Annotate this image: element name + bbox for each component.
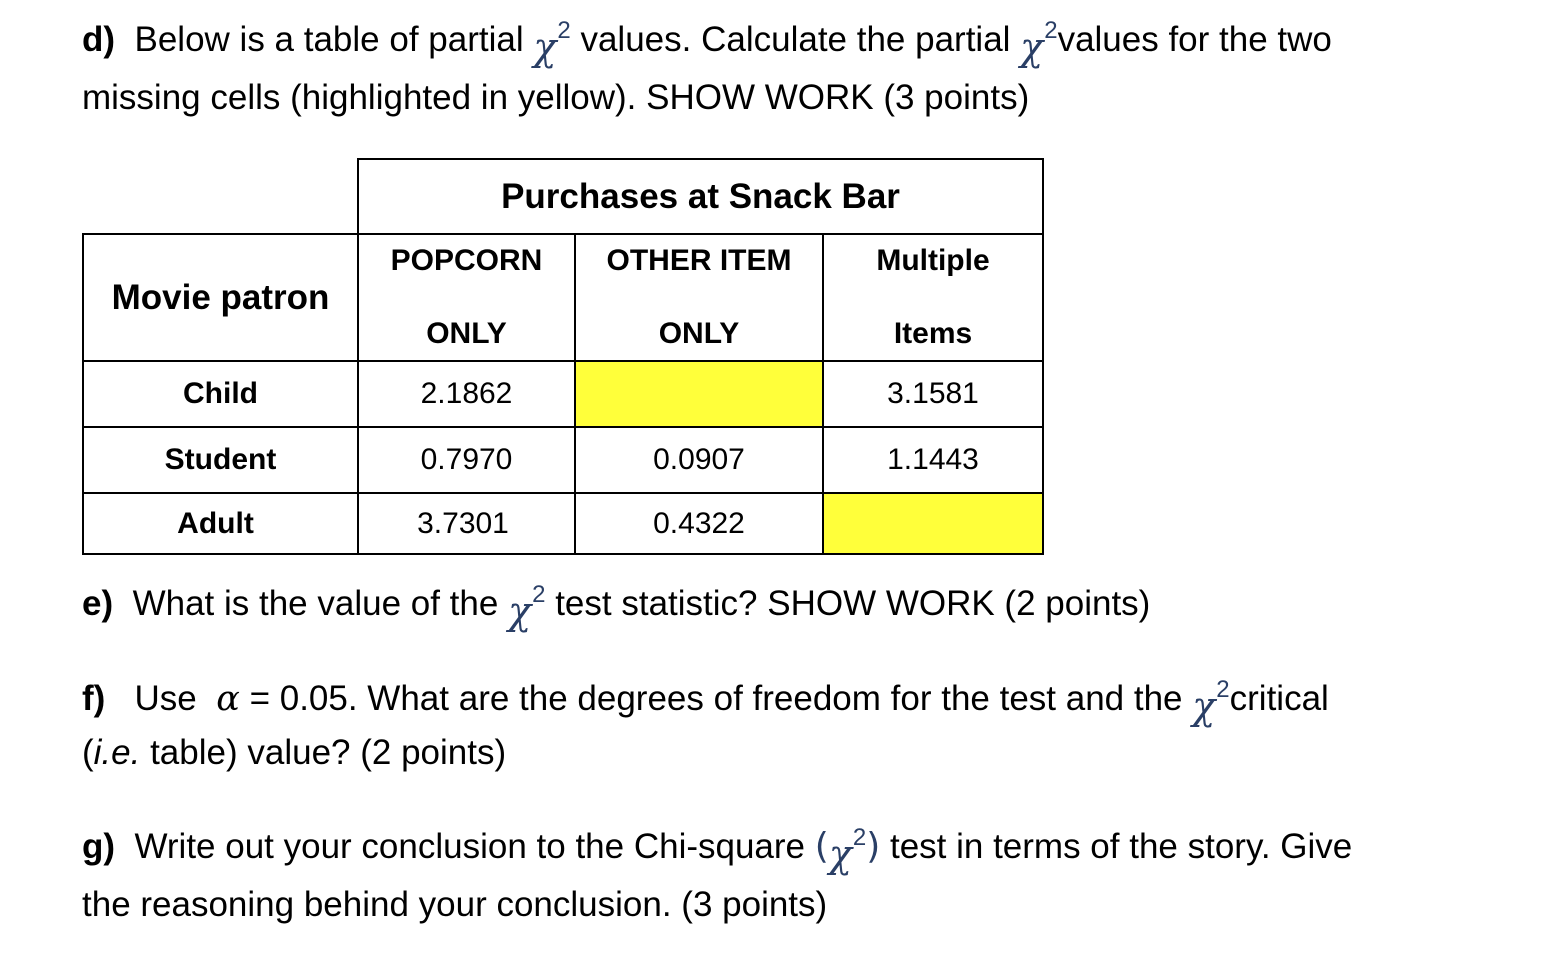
table-cell: 0.4322	[653, 507, 745, 540]
question-g-line-1	[82, 824, 1353, 876]
question-g-text-2: test in terms of the story. Give	[889, 827, 1353, 866]
table-cell: 0.7970	[420, 443, 513, 476]
table-border	[82, 233, 84, 555]
table-border	[574, 233, 576, 555]
table-border	[82, 360, 1044, 362]
alpha-symbol: α	[216, 679, 240, 719]
table-cell: 0.0907	[653, 443, 745, 476]
table-title: Purchases at Snack Bar	[501, 176, 900, 216]
ie-abbrev: i.e.	[93, 733, 141, 772]
question-d-text-1: Below is a table of partial	[134, 20, 524, 59]
paren-close: )	[866, 826, 881, 867]
table-border	[82, 492, 1044, 494]
missing-cell-highlight	[575, 361, 823, 427]
table-cell: 3.1581	[887, 377, 979, 410]
question-f-text-1: = 0.05. What are the degrees of freedom for the test and the	[249, 679, 1183, 718]
question-f-line-2: (i.e. table) value? (2 points)	[82, 733, 507, 772]
row-label-child: Child	[183, 377, 258, 410]
table-border	[357, 158, 1044, 160]
question-d-line-1	[82, 17, 1332, 69]
question-e-line	[82, 581, 1151, 633]
question-e-text-2: test statistic? SHOW WORK (2 points)	[555, 584, 1151, 623]
question-f-use: Use	[134, 679, 197, 718]
question-f-text-2: critical	[1229, 679, 1329, 718]
table-border	[822, 233, 824, 555]
table-cell: 1.1443	[887, 443, 979, 476]
table-border	[82, 426, 1044, 428]
question-f-label: f)	[82, 679, 106, 718]
question-d-text-2: values. Calculate the partial	[580, 20, 1011, 59]
row-label-student: Student	[164, 443, 277, 476]
question-g-label: g)	[82, 827, 116, 866]
chi-squared-symbol: $\chi^2$	[533, 17, 571, 69]
chi-squared-symbol: $\chi^2$	[508, 581, 546, 633]
question-e-label: e)	[82, 584, 114, 623]
table-border	[1042, 158, 1044, 555]
row-header-movie-patron: Movie patron	[111, 277, 330, 317]
question-g-text-1: Write out your conclusion to the Chi-square	[134, 827, 806, 866]
table-border	[357, 158, 359, 555]
question-f-line-1	[82, 676, 1329, 728]
chi-squared-symbol: $\chi^2$	[1192, 676, 1230, 728]
question-d-label: d)	[82, 20, 116, 59]
table-cell: 2.1862	[420, 377, 513, 410]
chi-squared-symbol: $\chi^2$	[1020, 17, 1058, 69]
column-header-multiple-items: Multiple Items	[876, 244, 990, 350]
question-e-text-1: What is the value of the	[132, 584, 499, 623]
column-header-other-item-only: OTHER ITEM ONLY	[606, 244, 792, 350]
chi-squared-symbol: $\chi^2$	[828, 824, 867, 876]
question-d-line-2: missing cells (highlighted in yellow). SHOW WORK (3 points)	[82, 78, 1030, 117]
table-border	[82, 233, 1044, 235]
table-border	[82, 553, 1044, 555]
row-label-adult: Adult	[177, 507, 254, 540]
table-cell: 3.7301	[417, 507, 509, 540]
question-g-line-2: the reasoning behind your conclusion. (3 points)	[82, 885, 828, 924]
column-header-popcorn-only: POPCORN ONLY	[390, 244, 543, 350]
question-d-text-3: values for the two	[1057, 20, 1332, 59]
paren-open: (	[814, 826, 829, 867]
missing-cell-highlight	[823, 493, 1043, 555]
